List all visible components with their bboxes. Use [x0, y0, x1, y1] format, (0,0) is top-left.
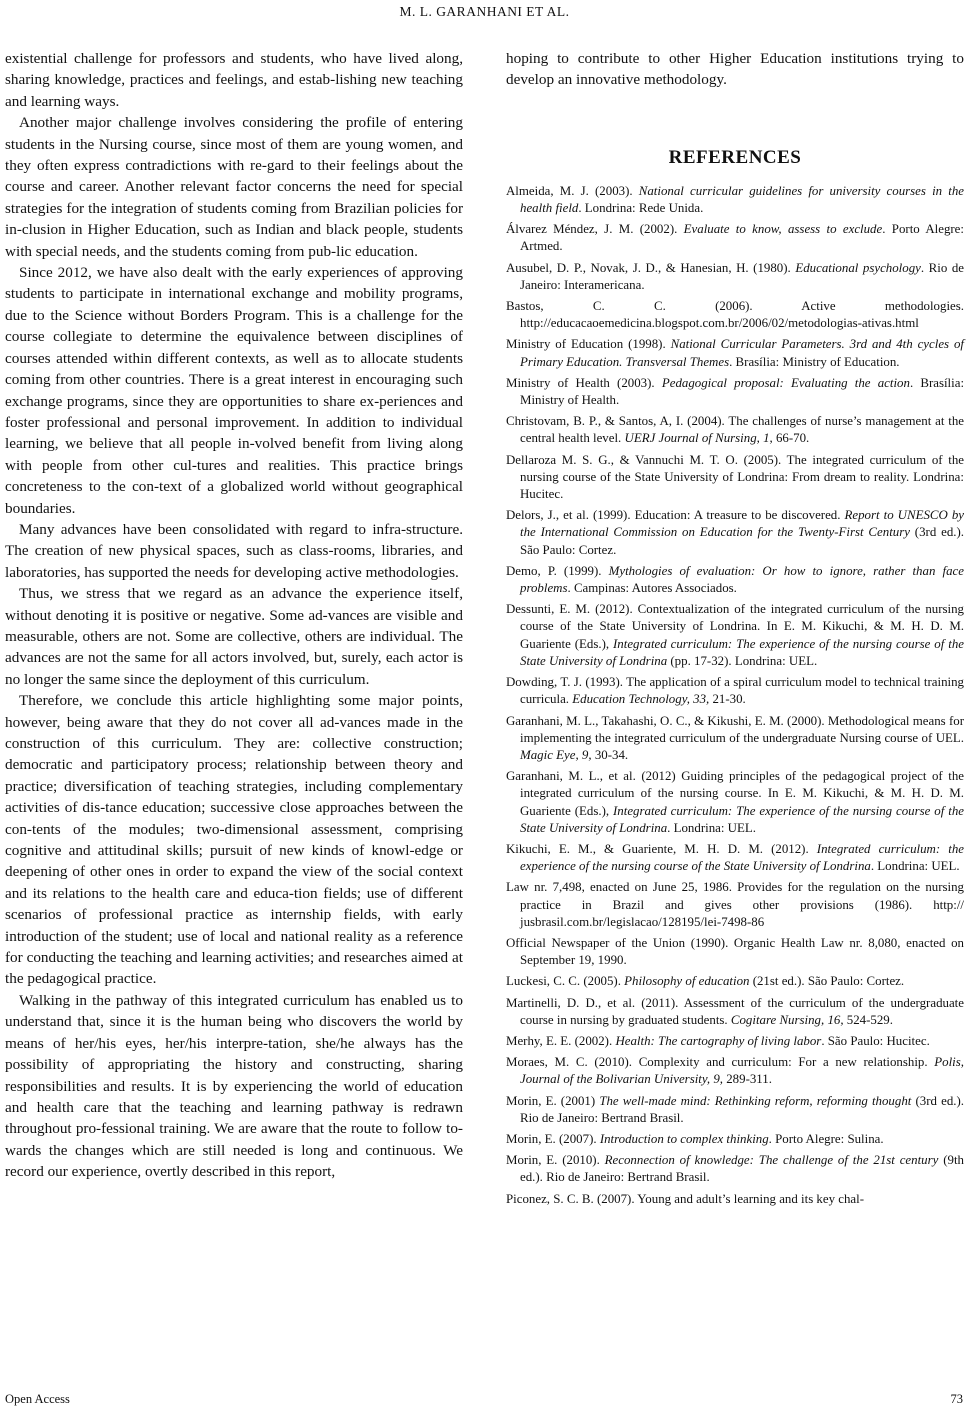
reference-entry: [506, 336, 964, 370]
reference-entry: [506, 879, 964, 931]
reference-text: Delors, J., et al. (1999). Education: A treasure to be discovered.: [506, 508, 845, 523]
body-paragraph: Walking in the pathway of this integrated curriculum has enabled us to understand that, since it is the human being who discovers the world by means of her/his eyes, her/his interpre-tation, she/he always has the possibility of appropriating the history and constructing, sharing responsibilities and results. It is by experiencing the world of education and health care that the teaching and learning pathway is redrawn throughout pro-fessional training. We are aware that the route to follow to-wards the changes which are still needed is long and continuous. We record our experience, overtly described in this report,: [5, 991, 463, 1181]
reference-title: Reconnection of knowledge: The challenge of the 21st century: [604, 1153, 939, 1168]
reference-text: Dellaroza M. S. G., & Vannuchi M. T. O. (2005). The integrated curriculum of the nursing course of the State University of Londrina: From dream to reality. Londrina: Hucitec.: [506, 452, 964, 502]
references-list: [506, 183, 964, 1208]
reference-text: . Londrina: UEL.: [667, 820, 756, 835]
reference-title: National curricular guidelines for university courses in the health field: [520, 183, 965, 216]
reference-title: Health: The cartography of living labor: [615, 1033, 822, 1048]
reference-title: Magic Eye, 9,: [520, 747, 592, 762]
footer-open-access: Open Access: [5, 1392, 70, 1406]
reference-entry: [506, 507, 964, 559]
reference-text: Garanhani, M. L., Takahashi, O. C., & Kikushi, E. M. (2000). Methodological means for implementing the integrated curriculum of the undergraduate Nursing course of UEL.: [506, 713, 964, 745]
reference-text: . Londrina: UEL.: [870, 859, 960, 874]
reference-text: Piconez, S. C. B. (2007). Young and adult’s learning and its key chal-: [506, 1191, 865, 1206]
reference-title: Integrated curriculum: the experience of the nursing course of the State University of Londrina: [520, 841, 965, 874]
reference-text: (3rd ed.). Rio de Janeiro: Bertrand Brasil.: [520, 1093, 965, 1125]
reference-text: . Porto Alegre: Sulina.: [768, 1131, 884, 1146]
reference-text: (3rd ed.). São Paulo: Cortez.: [520, 525, 964, 557]
reference-text: Demo, P. (1999).: [506, 563, 609, 578]
reference-text: (9th ed.). Rio de Janeiro: Bertrand Brasil.: [520, 1153, 964, 1185]
reference-text: . Rio de Janeiro: Interamericana.: [520, 260, 965, 292]
reference-text: 289-311.: [723, 1072, 772, 1087]
reference-text: Morin, E. (2001): [506, 1093, 600, 1108]
reference-entry: [506, 601, 964, 670]
reference-text: 524-529.: [843, 1012, 893, 1027]
reference-entry: [506, 221, 964, 255]
reference-title: UERJ Journal of Nursing, 1,: [624, 431, 773, 446]
reference-entry: [506, 674, 964, 708]
reference-text: . São Paulo: Hucitec.: [821, 1033, 930, 1048]
reference-text: Dessunti, E. M. (2012). Contextualization of the integrated curriculum of the nursing course of the State University of Londrina. In E. M. Kikuchi, & M. H. D. M. Guariente (Eds.),: [506, 602, 964, 651]
reference-text: (pp. 17-32). Londrina: UEL.: [667, 653, 818, 668]
reference-title: Educational psychology: [795, 260, 921, 275]
reference-entry: [506, 995, 964, 1029]
reference-title: Mythologies of evaluation: Or how to ignore, rather than face problems: [520, 563, 964, 596]
reference-title: Evaluate to know, assess to exclude: [683, 222, 883, 237]
reference-entry: [506, 298, 964, 332]
reference-entry: [506, 768, 964, 837]
reference-entry: [506, 260, 964, 294]
reference-entry: [506, 1191, 964, 1208]
reference-text: Dowding, T. J. (1993). The application of a spiral curriculum model to technical training curricula.: [506, 675, 964, 707]
reference-text: Law nr. 7,498, enacted on June 25, 1986. Provides for the regulation on the nursing practice in Brazil and gives other provisions (1986). http:// jusbrasil.com.br/legislacao/128195/lei-7498-86: [506, 880, 964, 929]
reference-entry: [506, 1152, 964, 1186]
body-paragraph: existential challenge for professors and students, who have lived along, sharing knowledge, practices and feelings, and estab-lishing new teaching and learning ways.: [5, 50, 463, 110]
reference-entry: [506, 1131, 964, 1148]
running-header: M. L. GARANHANI ET AL.: [399, 4, 570, 19]
reference-text: Christovam, B. P., & Santos, A, I. (2004). The challenges of nurse’s management at the central health level.: [506, 414, 964, 446]
reference-text: Moraes, M. C. (2010). Complexity and curriculum: For a new relationship.: [506, 1055, 935, 1070]
reference-title: Cogitare Nursing, 16,: [730, 1012, 844, 1027]
reference-text: . Brasília: Ministry of Education.: [729, 354, 900, 369]
reference-entry: [506, 973, 964, 990]
body-paragraph: Therefore, we conclude this article highlighting some major points, however, being aware that they do not cover all ad-vances made in the construction of this curriculum. They are: collective construction; democratic and participatory process; relationship between theory and practice; diversification of teaching strategies, including complementary activities of dis-tance education; successive close approaches between the con-tents of the modules; two-dimensional assessment, comprising cognitive and attitudinal skills; pursuit of new kinds of knowl-edge or deepening of other ones in order to expand the view of the social context and its relations to the health care and educa-tion fields; use of different scenarios of professional practice as internship fields, with early introduction of the student; use of local and national reality as a reference for conducting the teaching and learning activities; and researches aimed at the pedagogical practice.: [5, 692, 463, 988]
reference-text: . Porto Alegre: Artmed.: [520, 222, 964, 254]
reference-entry: [506, 1033, 964, 1050]
reference-entry: [506, 375, 964, 409]
body-paragraph-continuation: hoping to contribute to other Higher Education institutions trying to develop an innovative methodology.: [506, 50, 964, 89]
reference-title: National Curricular Parameters. 3rd and 4th cycles of Primary Education. Transversal Themes: [520, 337, 964, 369]
reference-text: . Londrina: Rede Unida.: [578, 201, 704, 216]
reference-title: Integrated curriculum: The experience of the nursing course of the State University of Londrina: [520, 636, 964, 668]
reference-entry: [506, 1054, 964, 1088]
reference-text: Kikuchi, E. M., & Guariente, M. H. D. M. (2012).: [506, 841, 817, 856]
reference-text: Official Newspaper of the Union (1990). Organic Health Law nr. 8,080, enacted on September 19, 1990.: [506, 935, 964, 968]
reference-title: Integrated curriculum: The experience of the nursing course of the State University of Londrina: [520, 803, 964, 835]
reference-entry: [506, 183, 964, 217]
references-heading: REFERENCES: [668, 146, 802, 168]
reference-text: 66-70.: [772, 431, 810, 446]
reference-text: Martinelli, D. D., et al. (2011). Assessment of the curriculum of the undergraduate course in nursing by graduated students.: [506, 995, 964, 1027]
reference-text: Morin, E. (2010).: [506, 1153, 605, 1168]
reference-text: Ausubel, D. P., Novak, J. D., & Hanesian, H. (1980).: [506, 260, 796, 275]
body-paragraph: Thus, we stress that we regard as an advance the experience itself, without denoting it is positive or negative. Some ad-vances are visible and measurable, others are not. Some are collective, others are individual. The advances are not the same for all actors involved, but, surely, each actor is no longer the same since the deployment of this curriculum.: [5, 585, 463, 688]
reference-entry: [506, 713, 964, 765]
reference-text: Ministry of Education (1998).: [506, 337, 671, 352]
reference-entry: [506, 413, 964, 447]
reference-title: Philosophy of education: [624, 974, 750, 989]
reference-title: Pedagogical proposal: Evaluating the action: [661, 375, 910, 390]
reference-entry: [506, 1093, 964, 1127]
reference-entry: [506, 935, 964, 969]
reference-title: Report to UNESCO by the International Commission on Education for the Twenty-First Century: [520, 508, 964, 540]
reference-text: 21-30.: [709, 692, 746, 707]
reference-title: Education Technology, 33,: [572, 692, 710, 707]
reference-text: Álvarez Méndez, J. M. (2002).: [506, 222, 684, 237]
right-column: [506, 48, 964, 1212]
reference-entry: [506, 841, 964, 875]
left-column: [5, 48, 463, 1183]
body-paragraph: Many advances have been consolidated with regard to infra-structure. The creation of new physical spaces, such as class-rooms, libraries, and laboratories, has supported the needs for developing active methodologies.: [5, 520, 463, 581]
reference-text: Merhy, E. E. (2002).: [506, 1033, 616, 1048]
reference-text: Bastos, C. C. (2006). Active methodologies. http://educacaoemedicina.blogspot.com.br/2006/02/metodologias-ativas.html: [506, 299, 964, 331]
reference-title: Polis, Journal of the Bolivarian University, 9,: [520, 1055, 964, 1087]
body-paragraph: Another major challenge involves considering the profile of entering students in the Nursing course, since most of them are young women, and they often express contradictions with re-gard to their feelings about the course and career. Another relevant factor concerns the need for special strategies for the integration of students coming from Brazilian policies for in-clusion in Higher Education, such as Indian and black people, students with special needs, and the students coming from pub-lic education.: [5, 114, 463, 260]
body-paragraph: Since 2012, we have also dealt with the early experiences of approving students to participate in international exchange and mobility programs, due to the Science without Borders Program. This is a challenge for the course collegiate to determine the equivalence between disciplines of courses attended within different contexts, as well as to allocate students coming from other countries. There is a great interest in encouraging such exchange programs, since they are opportunities to share ex-periences and foster professional and personal improvement. In addition to individual learning, we believe that all people in-volved benefit from living along with people from other cul-tures and realities. This practice brings concreteness to the con-text of a globalized world without geographical boundaries.: [5, 264, 463, 517]
reference-text: . Brasília: Ministry of Health.: [520, 375, 965, 408]
page-number: 73: [950, 1392, 963, 1406]
reference-entry: [506, 452, 964, 504]
reference-title: The well-made mind: Rethinking reform, reforming thought: [599, 1093, 912, 1108]
reference-text: Luckesi, C. C. (2005).: [506, 974, 625, 989]
reference-title: Introduction to complex thinking: [599, 1131, 769, 1146]
reference-text: (21st ed.). São Paulo: Cortez.: [749, 974, 905, 989]
reference-text: Almeida, M. J. (2003).: [506, 183, 639, 198]
reference-text: Morin, E. (2007).: [506, 1131, 600, 1146]
reference-text: Garanhani, M. L., et al. (2012) Guiding principles of the pedagogical project of the integrated curriculum of the nursing course. In E. M. Kikuchi, & M. H. D. M. Guariente (Eds.),: [506, 769, 964, 818]
reference-text: Ministry of Health (2003).: [506, 375, 662, 390]
reference-entry: [506, 563, 964, 597]
reference-text: 30-34.: [591, 747, 629, 762]
reference-text: . Campinas: Autores Associados.: [567, 581, 737, 596]
